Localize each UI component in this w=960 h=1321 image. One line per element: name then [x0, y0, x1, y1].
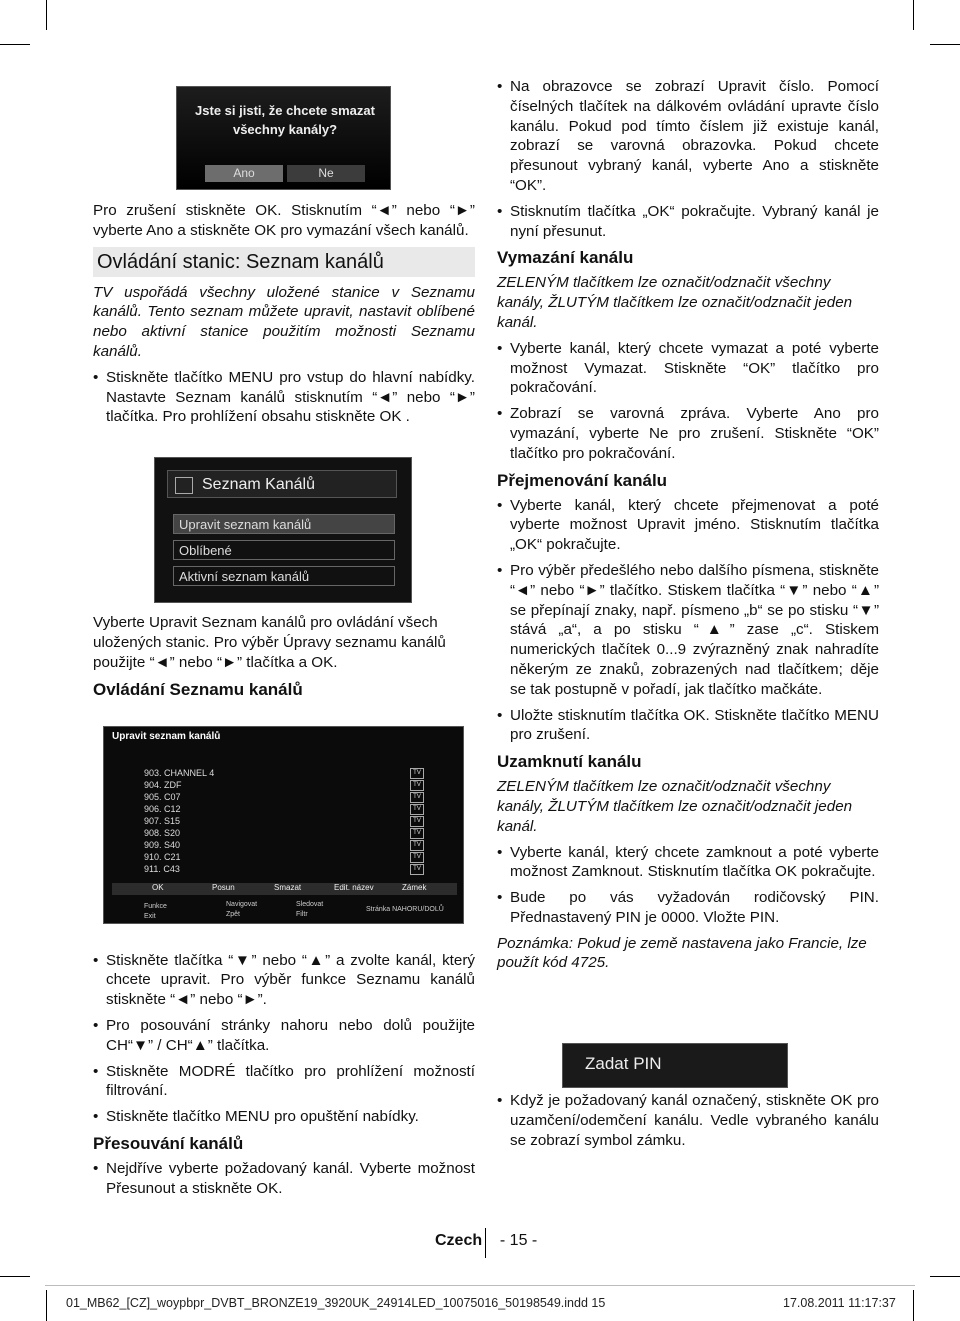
- delete-bullets: [497, 339, 879, 464]
- lock-heading: Uzamknutí kanálu: [497, 752, 642, 772]
- move-bullets-continued: [497, 77, 879, 241]
- dialog-no-button[interactable]: Ne: [287, 165, 365, 182]
- channel-name: 911. C43: [144, 864, 180, 874]
- footer-language: Czech: [435, 1232, 483, 1249]
- bar-rename[interactable]: Edit. název: [334, 883, 374, 892]
- tv-icon: TV: [410, 828, 424, 839]
- tv-icon: TV: [410, 852, 424, 863]
- channel-name: 908. S20: [144, 828, 181, 838]
- dialog-yes-button[interactable]: Ano: [205, 165, 283, 182]
- tv-icon: TV: [410, 780, 424, 791]
- france-note: Poznámka: Pokud je země nastavena jako Francie, lze použít kód 4725.: [497, 934, 867, 972]
- menu-item-favourites[interactable]: Oblíbené: [173, 540, 395, 560]
- tv-icon: TV: [410, 816, 424, 827]
- legend-exit: Exit: [144, 913, 156, 920]
- slug-filename: 01_MB62_[CZ]_woypbpr_DVBT_BRONZE19_3920UK_24914LED_10075016_50198549.indd 15: [66, 1296, 606, 1310]
- left-column: [93, 201, 475, 1205]
- menu-item-edit[interactable]: Upravit seznam kanálů: [173, 514, 395, 534]
- list-item: • Stisknutím tlačítka „OK“ pokračujte. Vybraný kanál je nyní přesunut.: [497, 202, 879, 242]
- crop-mark: [46, 0, 47, 30]
- list-item: • Když je požadovaný kanál označený, stiskněte OK pro uzamčení/odemčení kanálu. Vedle vybraného kanálu se zobrazí symbol zámku.: [497, 1091, 879, 1150]
- tv-icon: TV: [410, 768, 424, 779]
- table-row[interactable]: [144, 863, 444, 875]
- table-row[interactable]: [144, 839, 444, 851]
- rename-bullets: [497, 496, 879, 746]
- slug-date: 17.08.2011 11:17:37: [783, 1296, 896, 1310]
- tv-icon: TV: [410, 864, 424, 875]
- table-row[interactable]: [144, 803, 444, 815]
- channel-name: 905. C07: [144, 792, 181, 802]
- list-item: • Vyberte kanál, který chcete zamknout a poté vyberte možnost Zamknout. Stisknutím tlačítka OK pokračujte.: [497, 843, 879, 883]
- move-bullets: [93, 1159, 475, 1199]
- menu-item-active[interactable]: Aktivní seznam kanálů: [173, 566, 395, 586]
- bar-delete[interactable]: Smazat: [274, 883, 302, 892]
- list-icon: [175, 477, 193, 494]
- table-row[interactable]: [144, 779, 444, 791]
- channel-name: 904. ZDF: [144, 780, 182, 790]
- crop-mark: [0, 1276, 30, 1277]
- list-item: • Stiskněte MODRÉ tlačítko pro prohlížení možností filtrování.: [93, 1062, 475, 1102]
- final-bullets: [497, 1091, 879, 1150]
- list-item: • Stiskněte tlačítko MENU pro vstup do hlavní nabídky. Nastavte Seznam kanálů stisknutím “◄” nebo “►” tlačítka. Pro prohlížení obsahu stiskněte OK .: [93, 368, 475, 427]
- channel-name: 910. C21: [144, 852, 181, 862]
- list-item: • Na obrazovce se zobrazí Upravit číslo. Pomocí číselných tlačítek na dálkovém ovládání upravte číslo kanálu. Pokud pod tímto číslem již existuje kanál, zobrazí se varovná obrazovka. Pokud chcete přesunout vybraný kanál, vyberte Ano a stiskněte “OK”.: [497, 77, 879, 196]
- list-item: • Zobrazí se varovná zpráva. Vyberte Ano pro vymazání, vyberte Ne pro zrušení. Stiskněte “OK” tlačítko pro pokračování.: [497, 404, 879, 463]
- section-title: Ovládání stanic: Seznam kanálů: [93, 247, 475, 277]
- tv-icon: TV: [410, 804, 424, 815]
- cancel-paragraph: Pro zrušení stiskněte OK. Stisknutím “◄” nebo “►” vyberte Ano a stiskněte OK pro vymazání všech kanálů.: [93, 202, 475, 239]
- legend-navigate: Navigovat: [226, 901, 258, 908]
- function-bar: [112, 883, 457, 895]
- page-footer: [435, 1232, 537, 1250]
- after-menu-paragraph: Vyberte Upravit Seznam kanálů pro ovládání všech uložených stanic. Pro výběr Úpravy seznamu kanálů použijte “◄” nebo “►” tlačítka a OK.: [93, 614, 446, 671]
- table-row[interactable]: [144, 791, 444, 803]
- crop-mark: [46, 1290, 47, 1321]
- delete-all-dialog-screenshot: [176, 86, 391, 190]
- list-item: • Vyberte kanál, který chcete vymazat a poté vyberte možnost Vymazat. Stiskněte “OK” tlačítko pro pokračování.: [497, 339, 879, 398]
- intro-paragraph: TV uspořádá všechny uložené stanice v Seznamu kanálů. Tento seznam můžete upravit, nastavit oblíbené nebo aktivní stanice použitím možnosti Seznamu kanálů.: [93, 283, 475, 360]
- channel-name: 903. CHANNEL 4: [144, 768, 215, 778]
- channel-name: 909. S40: [144, 840, 181, 850]
- list-item: • Bude po vás vyžadován rodičovský PIN. Přednastavený PIN je 0000. Vložte PIN.: [497, 888, 879, 928]
- menu-header: [167, 470, 397, 498]
- bar-ok[interactable]: OK: [152, 883, 164, 892]
- legend-watch: Sledovat: [296, 901, 324, 908]
- menu-bullets: [93, 368, 475, 427]
- edit-channel-list-screenshot: [103, 726, 464, 924]
- channel-name: 906. C12: [144, 804, 181, 814]
- channel-name: 907. S15: [144, 816, 181, 826]
- tv-icon: TV: [410, 792, 424, 803]
- menu-title: Seznam Kanálů: [202, 476, 315, 493]
- list-item: • Stiskněte tlačítka “▼” nebo “▲” a zvolte kanál, který chcete upravit. Pro výběr funkce Seznamu kanálů stiskněte “◄” nebo “►”.: [93, 951, 475, 1010]
- crop-mark: [930, 44, 960, 45]
- rename-heading: Přejmenování kanálu: [497, 470, 668, 490]
- list-item: • Pro posouvání stránky nahoru nebo dolů použijte CH“▼” / CH“▲” tlačítka.: [93, 1016, 475, 1056]
- crop-mark: [913, 0, 914, 30]
- crop-mark: [913, 1290, 914, 1321]
- list-item: • Vyberte kanál, který chcete přejmenovat a poté vyberte možnost Upravit jméno. Stisknutím tlačítka „OK“ pokračujte.: [497, 496, 879, 555]
- legend-back: Zpět: [226, 911, 241, 918]
- pin-title: Zadat PIN: [585, 1054, 662, 1073]
- delete-heading: Vymazání kanálu: [497, 248, 634, 268]
- list-item: • Uložte stisknutím tlačítka OK. Stiskněte tlačítko MENU pro zrušení.: [497, 706, 879, 746]
- table-row[interactable]: [144, 827, 444, 839]
- slug-line: [45, 1285, 915, 1286]
- control-heading: Ovládání Seznamu kanálů: [93, 679, 303, 699]
- list-item: • Pro výběr předešlého nebo dalšího písmena, stiskněte “◄” nebo “►” tlačítko. Stiskem tlačítka “▼” nebo “▲” se přepínají znaky, např. písmeno „b“ se po stisku “▼” stává „a“, a po stisku “▲” zase „c“. Stiskem numerických tlačítek 0...9 zvýrazněný znak nahradíte někerým ze znaků, zobrazených nad tlačítkem; děje se tak postupně v pořadí, jak tlačítko mačkáte.: [497, 561, 879, 700]
- enter-pin-screenshot: [562, 1043, 788, 1088]
- footer-divider: [485, 1228, 486, 1258]
- legend-filter: Filtr: [296, 911, 308, 918]
- list-title: Upravit seznam kanálů: [112, 731, 221, 742]
- control-bullets: [93, 951, 475, 1127]
- bar-lock[interactable]: Zámek: [402, 883, 427, 892]
- list-item: • Stiskněte tlačítko MENU pro opuštění nabídky.: [93, 1107, 475, 1127]
- dialog-question: Jste si jisti, že chcete smazat všechny kanály?: [195, 103, 375, 137]
- table-row[interactable]: [144, 815, 444, 827]
- tv-icon: TV: [410, 840, 424, 851]
- table-row[interactable]: [144, 767, 444, 779]
- crop-mark: [0, 44, 30, 45]
- channel-list-menu-screenshot: [154, 457, 412, 603]
- legend-page: Stránka NAHORU/DOLŮ: [366, 906, 444, 913]
- legend-function: Funkce: [144, 903, 167, 910]
- page-number: - 15 -: [499, 1232, 538, 1249]
- right-column: [497, 77, 879, 1157]
- list-item: • Nejdříve vyberte požadovaný kanál. Vyberte možnost Přesunout a stiskněte OK.: [93, 1159, 475, 1199]
- lock-bullets: [497, 843, 879, 928]
- color-note-lock: ZELENÝM tlačítkem lze označit/odznačit všechny kanály, ŽLUTÝM tlačítkem lze označit/odznačit jeden kanál.: [497, 778, 853, 835]
- move-heading: Přesouvání kanálů: [93, 1133, 244, 1153]
- bar-move[interactable]: Posun: [212, 883, 235, 892]
- color-note: ZELENÝM tlačítkem lze označit/odznačit všechny kanály, ŽLUTÝM tlačítkem lze označit/odznačit jeden kanál.: [497, 274, 853, 331]
- crop-mark: [930, 1276, 960, 1277]
- table-row[interactable]: [144, 851, 444, 863]
